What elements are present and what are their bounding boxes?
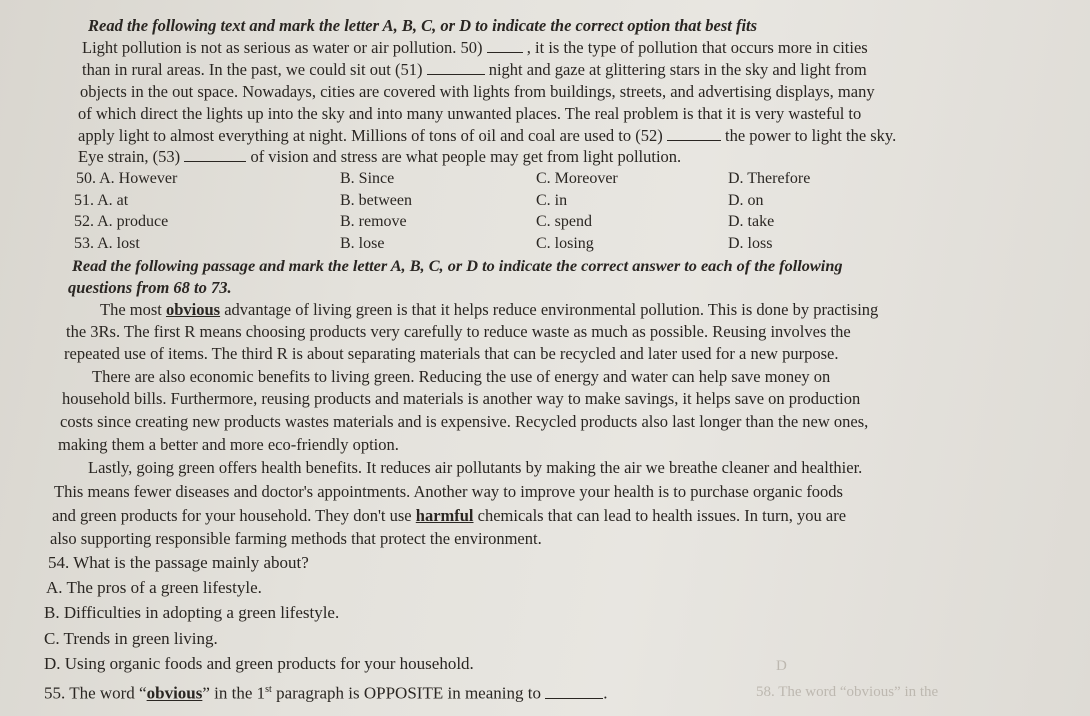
- option-b[interactable]: B. remove: [340, 213, 407, 230]
- cloze-text: night and gaze at glittering stars in the sky and light from: [484, 60, 867, 79]
- cloze-text: apply light to almost everything at night. Millions of tons of oil and coal are used to (52): [78, 126, 667, 145]
- passage-p3-line-2: This means fewer diseases and doctor's appointments. Another way to improve your health is to purchase organic foods: [54, 482, 843, 501]
- passage-p2-line-1: There are also economic benefits to living green. Reducing the use of energy and water can help save money on: [92, 367, 831, 386]
- question-text: 55. The word “: [44, 683, 147, 703]
- cloze-text: the power to light the sky.: [720, 126, 897, 145]
- cloze-line-2: [82, 60, 867, 80]
- passage-p3-line-1: Lastly, going green offers health benefits. It reduces air pollutants by making the air we breathe cleaner and healthier.: [88, 458, 863, 477]
- blank-53: [184, 147, 246, 162]
- option-c[interactable]: C. in: [536, 192, 568, 209]
- option-d[interactable]: D. Therefore: [728, 170, 811, 187]
- question-54-option-b[interactable]: B. Difficulties in adopting a green lifestyle.: [44, 603, 340, 622]
- cloze-text: Eye strain, (53): [78, 147, 185, 166]
- question-54-option-d[interactable]: D. Using organic foods and green products for your household.: [44, 654, 474, 673]
- passage-p2-line-3: costs since creating new products wastes materials and is expensive. Recycled products also last longer than the new ones,: [60, 412, 869, 431]
- passage-p1-line-3: repeated use of items. The third R is about separating materials that can be recycled and later used for a new purpose.: [64, 344, 839, 363]
- option-b[interactable]: B. between: [340, 192, 412, 209]
- option-a[interactable]: A. at: [97, 192, 129, 209]
- passage-p1-line-1: [100, 300, 878, 320]
- option-c[interactable]: C. losing: [536, 235, 594, 252]
- instruction-2-line-1: Read the following passage and mark the letter A, B, C, or D to indicate the correct answer to each of the following: [72, 256, 843, 275]
- passage-p3-line-3: [52, 506, 846, 526]
- passage-text: chemicals that can lead to health issues. In turn, you are: [473, 506, 847, 525]
- highlighted-word-obvious: obvious: [166, 300, 221, 319]
- cloze-line-3: objects in the out space. Nowadays, cities are covered with lights from buildings, streets, and advertising displays, many: [80, 82, 875, 101]
- cloze-line-1: [82, 38, 868, 58]
- cloze-line-4: of which direct the lights up into the sky and into many unwanted places. The real problem is that it is very wasteful to: [78, 104, 862, 123]
- question-54-option-c[interactable]: C. Trends in green living.: [44, 629, 218, 648]
- passage-text: and green products for your household. They don't use: [52, 506, 416, 525]
- blank-50: [487, 38, 523, 53]
- cloze-text: of vision and stress are what people may get from light pollution.: [246, 147, 682, 166]
- blank-55: [545, 684, 603, 699]
- cloze-line-6: [78, 147, 681, 167]
- question-number: 53.: [74, 235, 98, 252]
- cloze-text: Light pollution is not as serious as water or air pollution. 50): [82, 38, 487, 57]
- option-d[interactable]: D. take: [728, 213, 775, 230]
- bleed-through-text: D: [776, 658, 787, 674]
- option-b[interactable]: B. lose: [340, 235, 385, 252]
- cloze-text: than in rural areas. In the past, we could sit out (51): [82, 60, 427, 79]
- passage-text: advantage of living green is that it helps reduce environmental pollution. This is done by practising: [220, 300, 879, 319]
- question-number: 51.: [74, 192, 98, 209]
- question-54-option-a[interactable]: A. The pros of a green lifestyle.: [46, 578, 262, 597]
- highlighted-word-obvious: obvious: [146, 683, 203, 703]
- option-b[interactable]: B. Since: [340, 170, 395, 187]
- instruction-1: Read the following text and mark the letter A, B, C, or D to indicate the correct option that best fits: [88, 16, 758, 35]
- option-d[interactable]: D. on: [728, 192, 764, 209]
- passage-p1-line-2: the 3Rs. The first R means choosing products very carefully to reduce waste as much as possible. Reusing involves the: [66, 322, 851, 341]
- option-c[interactable]: C. spend: [536, 213, 592, 230]
- question-55: [44, 680, 607, 704]
- question-number: 50.: [76, 170, 100, 187]
- cloze-line-5: [78, 126, 896, 146]
- bleed-through-text: 58. The word “obvious” in the: [756, 684, 939, 700]
- passage-text: The most: [100, 300, 166, 319]
- option-d[interactable]: D. loss: [728, 235, 773, 252]
- option-a[interactable]: A. lost: [97, 235, 140, 252]
- question-text: paragraph is OPPOSITE in meaning to: [271, 683, 546, 703]
- ordinal-suffix: st: [265, 684, 272, 695]
- question-number: 52.: [74, 213, 98, 230]
- blank-51: [427, 60, 485, 75]
- passage-p2-line-2: household bills. Furthermore, reusing products and materials is another way to make savings, it helps save on production: [62, 389, 861, 408]
- highlighted-word-harmful: harmful: [415, 506, 474, 525]
- instruction-2-line-2: questions from 68 to 73.: [68, 278, 232, 297]
- option-a[interactable]: A. produce: [97, 213, 169, 230]
- question-54: 54. What is the passage mainly about?: [48, 553, 309, 572]
- option-c[interactable]: C. Moreover: [536, 170, 618, 187]
- question-text: ” in the 1: [202, 683, 266, 703]
- passage-p2-line-4: making them a better and more eco-friendly option.: [58, 435, 399, 454]
- question-text: .: [603, 683, 608, 703]
- option-a[interactable]: A. However: [99, 170, 178, 187]
- blank-52: [667, 126, 721, 141]
- cloze-text: , it is the type of pollution that occurs more in cities: [522, 38, 868, 57]
- passage-p3-line-4: also supporting responsible farming methods that protect the environment.: [50, 529, 542, 548]
